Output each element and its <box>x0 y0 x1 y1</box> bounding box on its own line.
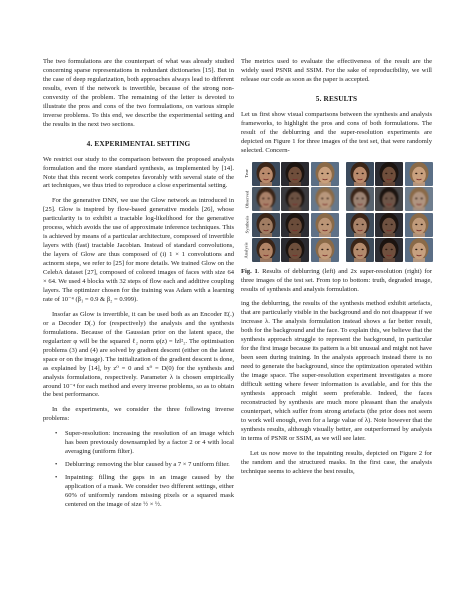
figure-1-caption-label: Fig. 1 <box>241 267 258 275</box>
section-heading-experimental-setting: 4. EXPERIMENTAL SETTING <box>86 138 191 148</box>
face-thumbnail <box>252 162 280 186</box>
face-thumbnail <box>252 213 280 237</box>
section-heading-results: 5. RESULTS <box>315 93 358 103</box>
paragraph-results-deblurring: ing the deblurring, the results of the synthesis method exhibit artefacts, that are particularly visible in the background and do not disappear if we increase λ. The analysis formulation instead shows a far better result, both for the background and the face. To explain this, we believe that the synthesis approach struggle to represent the background, in particular for the first image because its pattern is a bit unusual and might not have been seen during training. In the analysis approach instead there is no need to generate the background, since the optimization operated within the image space. The super-resolution experiment investigates a more difficult setting where fewer information is available, and for this the synthesis approach might seem preferable. Indeed, the faces reconstructed by synthesis are much more pleasant than the analysis counterpart, which suffer from strong artefacts (the prior does not seem to work well enough, even for a large value of λ). Note however that the synthesis results, although visually better, are outperformed by analysis in terms of PSNR or SSIM, as we will see later. <box>241 300 432 442</box>
paragraph-setting-1: We restrict our study to the comparison between the proposed analysis formulation and the more standard synthesis, as implemented by [14]. Note that this recent work competes favorably with several state of the art techniques, we thus tried to reproduce a close experimental setting. <box>43 155 234 190</box>
face-thumbnail <box>311 162 339 186</box>
figure-1-caption-text: . Results of deblurring (left) and 2x super-resolution (right) for three images of the test set. From top to bottom: truth, degraded image, results of synthesis and analysis formulation. <box>241 267 433 293</box>
paragraph-setting-problems: In the experiments, we consider the three following inverse problems: <box>43 406 234 423</box>
face-thumbnail <box>346 187 374 211</box>
face-thumbnail <box>311 187 339 211</box>
right-column <box>241 58 432 483</box>
face-thumbnail <box>375 238 403 262</box>
face-thumbnail <box>252 238 280 262</box>
face-thumbnail <box>346 162 374 186</box>
face-thumbnail <box>346 213 374 237</box>
face-thumbnail <box>281 162 309 186</box>
paragraph-results-inpainting: Let us now move to the inpainting results, depicted on Figure 2 for the random and the structured masks. In the first case, the analysis technique seems to achieve the best results, <box>241 449 432 475</box>
figure-row-label: Synthesis <box>244 215 249 234</box>
paragraph-setting-glow: For the generative DNN, we use the Glow network as introduced in [25]. Glow is inspired by flow-based generative models [26], whose particularity is to exhibit a tractable log-likelihood for the generative process, which avoids the use of approximate inference techniques. This is achieved by means of a particular architecture, composed of invertible layers with (fast) tractable Jacobian. Instead of standard convolutions, the layers of Glow are thus composed of (i) 1 × 1 convolutions and actnorm steps, we refer to [25] for more details. We trained Glow on the CelebA dataset [27], composed of colored images of faces with size 64 × 64. We used 4 blocks with 32 steps of flow each and additive coupling layers. The optimizer chosen for the training was Adam with a learning rate of 10⁻⁴ (β₁ = 0.9 & β₂ = 0.999). <box>43 197 234 303</box>
face-thumbnail <box>375 213 403 237</box>
face-thumbnail <box>405 238 433 262</box>
figure-row-label: Observed <box>244 190 250 208</box>
figure-1-caption <box>241 268 432 295</box>
face-thumbnail <box>311 238 339 262</box>
figure-row-label: True <box>243 169 249 178</box>
list-item: • Super-resolution: increasing the resolution of an image which has been previously downsampled by a factor 2 or 4 with local averaging (uniform filter). <box>65 430 234 457</box>
face-thumbnail <box>281 238 309 262</box>
inverse-problems-list <box>43 430 234 510</box>
paragraph-setting-encoder: Insofar as Glow is invertible, it can be used both as an Encoder E(.) or a Decoder D(.) for (respectively) the analysis and the synthesis formulations. Because of the Gaussian prior on the latent space, the regularizer φ will be the squared ℓ₂ norm φ(z) = ‖z‖²₂. The optimisation problems (3) and (4) are solved by gradient descent (either on the latent space or on the image). The initialization of the gradient descent is done, as explained by [14], by z⁰ = 0 and x⁰ = D(0) for the synthesis and analysis formulations, respectively. Parameter λ is chosen empirically around 10⁻⁴ for each method and every inverse problems, so as to obtain the best performance. <box>43 310 234 399</box>
face-thumbnail <box>375 187 403 211</box>
face-thumbnail <box>405 213 433 237</box>
face-thumbnail <box>281 213 309 237</box>
face-thumbnail <box>311 213 339 237</box>
paragraph-results-intro: Let us first show visual comparisons between the synthesis and analysis frameworks, to highlight the pros and cons of both formulations. The result of the deblurring and the super-resolution experiments are depicted on Figure 1 for three images of the test set, that were randomly selected. Concern- <box>241 110 432 154</box>
paragraph-intro-end: The two formulations are the counterpart of what was already studied concerning sparse representations in redundant dictionaries [15]. But in the case of deep regularization, both approaches always lead to different results, even if the network is invertible, because of the strong non-convexity of the problem. The remaining of the letter is devoted to illustrate the pros and cons of the two formulations, on various simple inverse problems. To this end, we describe the experimental setting and the results in the next two sections. <box>43 58 234 128</box>
face-thumbnail <box>281 187 309 211</box>
face-thumbnail <box>346 238 374 262</box>
face-thumbnail <box>375 162 403 186</box>
figure-row-label: Analysis <box>244 242 250 259</box>
face-thumbnail <box>405 162 433 186</box>
face-thumbnail <box>405 187 433 211</box>
paragraph-metrics: The metrics used to evaluate the effectiveness of the result are the widely used PSNR and SSIM. For the sake of reproducibility, we will release our code as soon as the paper is accepted. <box>241 58 432 83</box>
list-item: • Deblurring: removing the blur caused by a 7 × 7 uniform filter. <box>65 461 234 470</box>
face-thumbnail <box>252 187 280 211</box>
left-column <box>43 58 234 516</box>
figure-1-face-grid <box>241 162 432 264</box>
list-item: • Inpainting: filling the gaps in an image caused by the application of a mask. We consider two different settings, either 60% of uniformly random missing pixels or a squared mask centered on the image of size ½ × ½. <box>65 474 234 510</box>
